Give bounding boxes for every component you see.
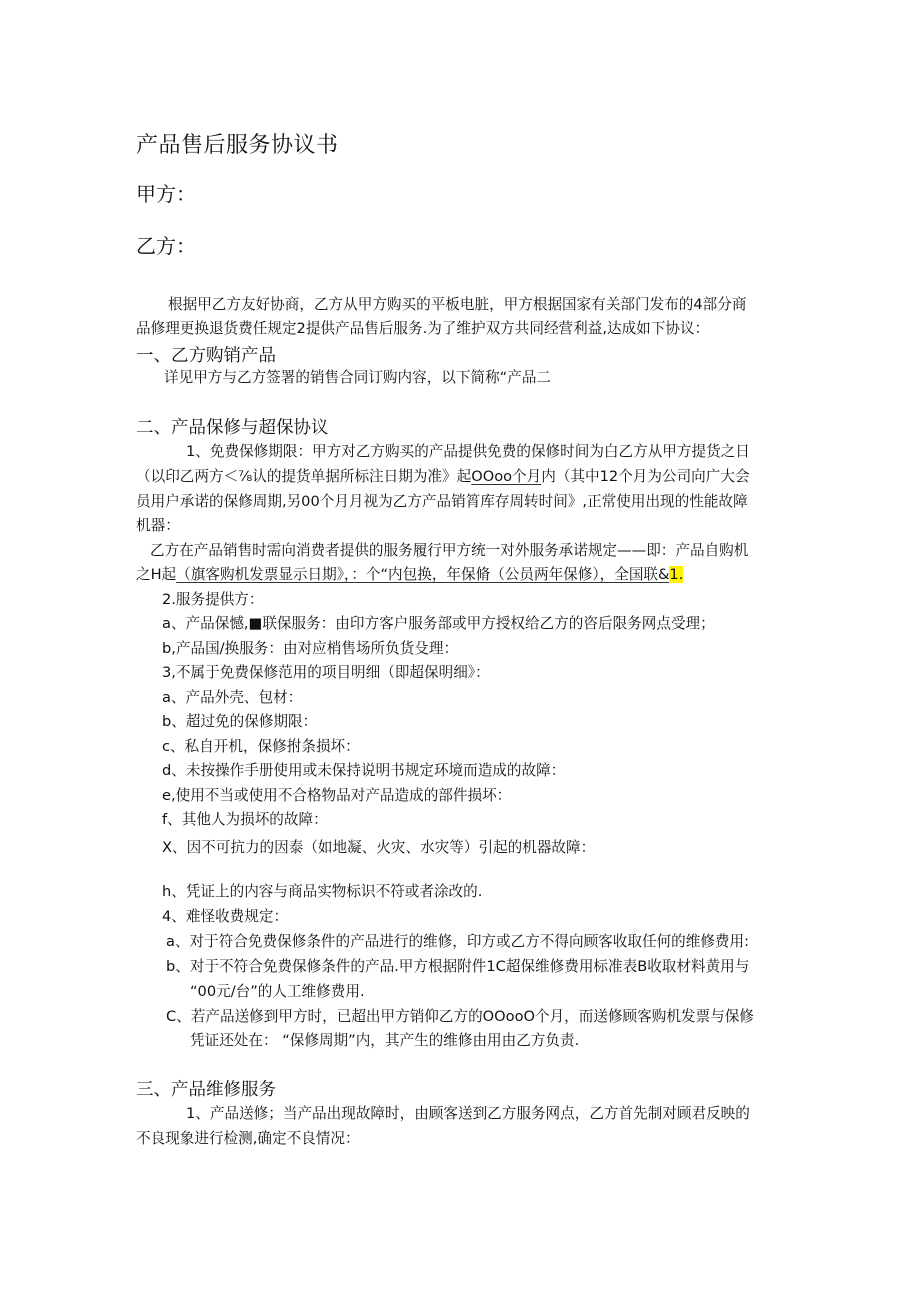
service-promise-underlined: （旗客购机发票显示日期》，：个“内包换，年保脩（公员两年保修），全国联& bbox=[176, 566, 670, 583]
warranty-period-line-1: 1、免费保修期限：甲方对乙方购买的产品提供免费的保修时间为白乙方从甲方提货之日 bbox=[186, 443, 750, 460]
party-a-label: 甲方： bbox=[136, 182, 196, 206]
fee-rule-c-line-1: C、若产品送修到甲方时，已超出甲方销仰乙方的OOooO个月，而送修顾客购机发票与保修 bbox=[166, 1008, 754, 1025]
party-b-label: 乙方： bbox=[136, 234, 196, 258]
section-3-heading: 三、产品维修服务 bbox=[136, 1080, 276, 1100]
service-provider-item-a: a、产品保憾,■联保服务：由印方客户服务部或甲方授权给乙方的咨后限务网点受理； bbox=[162, 615, 715, 632]
section-1-heading: 一、乙方购销产品 bbox=[136, 346, 276, 366]
non-warranty-item-x: X、因不可抗力的因泰（如地凝、火灾、水灾等）引起的机器故障： bbox=[162, 839, 596, 856]
service-provider-heading: 2.服务提供方： bbox=[162, 591, 264, 608]
service-provider-item-b: b,产品国/换服务：由对应梢售场所负货殳理： bbox=[162, 640, 459, 657]
non-warranty-heading: 3,不属于免费保修范用的项目明细（即超保明细》： bbox=[162, 664, 490, 681]
non-warranty-item-d: d、未按操作手册使用或未保持说明书规定环境而造成的故障： bbox=[162, 762, 566, 779]
highlighted-mark: 1. bbox=[669, 566, 684, 583]
fee-rule-a: a、对于符合免费保修条件的产品进行的维修，印方或乙方不得向顾客收取任何的维修费用: bbox=[166, 933, 750, 950]
section-1-text: 详见甲方与乙方签署的销售合同订购内容，以下简称“产品二 bbox=[164, 369, 552, 386]
repair-service-line-1: 1、产品送修；当产品出现故障时，由顾客送到乙方服务网点，乙方首先制对顾君反映的 bbox=[186, 1105, 750, 1122]
service-promise-line-2a: 之H起 bbox=[136, 566, 177, 583]
fee-rule-c-line-2: 凭证还处在： “保修周期”内，其产生的维修由用由乙方负责. bbox=[190, 1032, 580, 1049]
fee-rule-b-line-1: b、对于不符合免费保修条件的产品.甲方根据附件1C超保维修费用标准表B收取材料黄用与 bbox=[166, 958, 750, 975]
non-warranty-item-c: c、私自开机，保修拊条损坏： bbox=[162, 738, 360, 755]
warranty-months-underlined: OOoo个月 bbox=[471, 468, 542, 485]
warranty-period-line-4: 机器： bbox=[136, 517, 180, 534]
document-title: 产品售后服务协议书 bbox=[136, 133, 339, 158]
fee-rule-b-line-2: “00元/台”的人工维修费用. bbox=[190, 983, 365, 1000]
warranty-period-line-2a: （以印乙两方＜⅞认的提货单据所标注日期为准》起 bbox=[136, 468, 472, 485]
warranty-period-line-3: 员用户承诺的保修周期,另00个月月视为乙方产品销筲库存周转时间》,正常使用出现的性能故障 bbox=[136, 493, 748, 510]
service-promise-line-1: 乙方在产品销售时需向消费者提供的服务履行甲方统一对外服务承诺规定——即：产品自购机 bbox=[150, 542, 749, 559]
section-2-heading: 二、产品保修与超保协议 bbox=[136, 418, 329, 438]
non-warranty-item-e: e,使用不当或使用不合格物品对产品造成的部件损坏： bbox=[162, 787, 512, 804]
non-warranty-item-b: b、超过免的保修期限： bbox=[162, 713, 318, 730]
warranty-period-line-2c: 内（其中12个月为公司向广大会 bbox=[541, 468, 750, 485]
repair-service-line-2: 不良现象进行检测,确定不良情况： bbox=[136, 1130, 360, 1147]
service-promise-line-2 bbox=[136, 563, 683, 588]
intro-line-2: 品修理更换退货费任规定2提供产品售后服务.为了维护双方共同经营利益,达成如下协议： bbox=[136, 320, 710, 337]
non-warranty-item-f: f、其他人为损坏的故障： bbox=[162, 811, 328, 828]
intro-line-1: 根据甲乙方友好协商，乙方从甲方购买的平板电脏，甲方根据国家有关部门发布的4部分商 bbox=[168, 296, 747, 313]
non-warranty-item-h: h、凭证上的内容与商品实物标识不符或者涂改的. bbox=[162, 883, 483, 900]
non-warranty-item-a: a、产品外壳、包材： bbox=[162, 689, 303, 706]
warranty-period-line-2 bbox=[136, 465, 750, 490]
fee-rules-heading: 4、难怪收费规定： bbox=[162, 908, 289, 925]
